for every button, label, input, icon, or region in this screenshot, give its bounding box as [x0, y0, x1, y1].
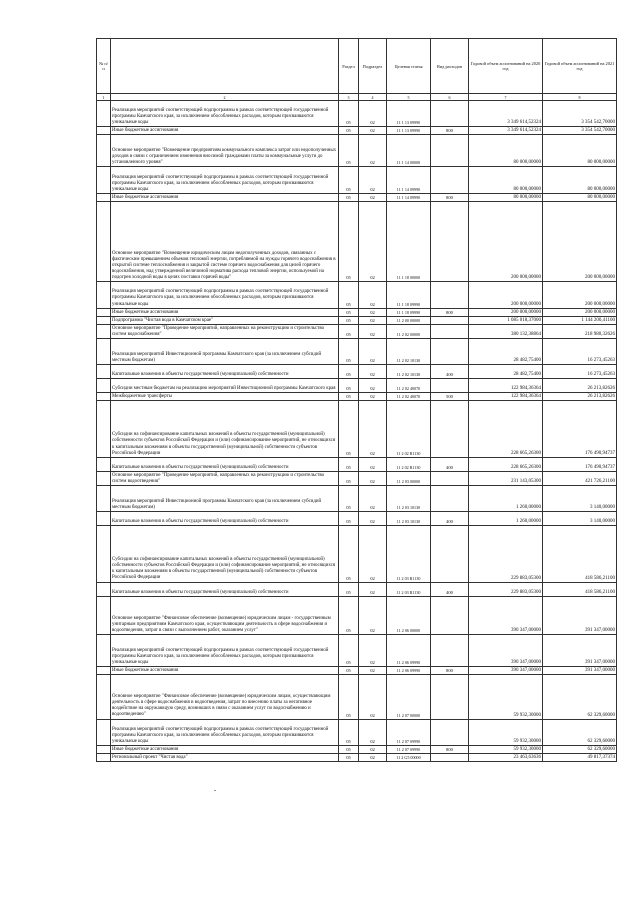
row-amount-2021: 62 329,60000 [543, 745, 617, 753]
row-target: 11 2 03 R1130 [387, 526, 431, 582]
row-vid [431, 753, 469, 761]
row-podrazdel: 02 [359, 393, 387, 401]
table-row [97, 719, 617, 745]
header-row [97, 39, 617, 94]
table-row [97, 364, 617, 378]
row-podrazdel: 02 [359, 379, 387, 393]
row-vid [431, 675, 469, 719]
row-amount-2020: 390 347,00000 [469, 596, 543, 634]
row-vid [431, 167, 469, 193]
row-razdel: 05 [339, 316, 359, 324]
header-2020: Годовой объем ассигнований на 2020 год [469, 39, 543, 94]
row-target: 11 2 06 00000 [387, 596, 431, 634]
row-vid [431, 282, 469, 308]
column-number: 8 [543, 94, 617, 101]
row-razdel: 05 [339, 511, 359, 525]
num-cell [97, 338, 111, 364]
row-target: 11 2 03 R1130 [387, 582, 431, 596]
row-amount-2020: 59 932,30000 [469, 745, 543, 753]
row-amount-2021: 418 586,21100 [543, 582, 617, 596]
row-amount-2021: 418 586,21100 [543, 526, 617, 582]
num-cell [97, 634, 111, 666]
row-name: Иные бюджетные ассигнования [111, 745, 339, 753]
row-name: Капитальные вложения в объекты государственной (муниципальной) собственности [111, 364, 339, 378]
row-target: 11 2 02 40070 [387, 379, 431, 393]
row-podrazdel: 02 [359, 457, 387, 471]
row-razdel: 05 [339, 596, 359, 634]
column-number: 1 [97, 94, 111, 101]
row-amount-2020: 3 349 614,52324 [469, 101, 543, 127]
table-row [97, 282, 617, 308]
table-row [97, 316, 617, 324]
row-razdel: 05 [339, 364, 359, 378]
num-cell [97, 675, 111, 719]
row-vid [431, 338, 469, 364]
num-cell [97, 201, 111, 282]
row-podrazdel: 02 [359, 401, 387, 457]
row-amount-2020: 23 463,63636 [469, 753, 543, 761]
row-amount-2020: 122 984,36364 [469, 379, 543, 393]
row-podrazdel: 02 [359, 201, 387, 282]
header-vid: Вид расходов [431, 39, 469, 94]
header-2021: Годовой объем ассигнований на 2021 год [543, 39, 617, 94]
row-vid: 800 [431, 308, 469, 316]
row-name: Основное мероприятие "Возмещение предприятиям коммунального комплекса затрат или недополученных доходов в связи с ограничением изменения вносимой гражданами платы за коммунальные услуги до установленного уровня" [111, 135, 339, 167]
row-razdel: 05 [339, 101, 359, 127]
row-target: 11 2 07 09990 [387, 719, 431, 745]
table-row [97, 308, 617, 316]
column-number: 6 [431, 94, 469, 101]
row-podrazdel: 02 [359, 719, 387, 745]
table-row [97, 675, 617, 719]
table-row [97, 582, 617, 596]
num-cell [97, 457, 111, 471]
row-amount-2020: 380 132,38864 [469, 324, 543, 338]
row-target: 11 2 02 R1130 [387, 457, 431, 471]
row-target: 11 2 06 09990 [387, 634, 431, 666]
row-vid [431, 634, 469, 666]
row-vid [431, 485, 469, 511]
row-name: Реализация мероприятий соответствующей подпрограммы в рамках соответствующей государственной программы Камчатского края, за исключением обособленных расходов, которым присваиваются уникальные коды [111, 282, 339, 308]
row-amount-2020: 3 349 614,52324 [469, 127, 543, 135]
row-amount-2020: 228 665,26300 [469, 457, 543, 471]
row-amount-2020: 1 085 018,37000 [469, 316, 543, 324]
row-amount-2021: 16 273,45263 [543, 338, 617, 364]
row-amount-2021: 3 140,00000 [543, 511, 617, 525]
row-razdel: 05 [339, 127, 359, 135]
header-target: Целевая статья [387, 39, 431, 94]
row-podrazdel: 02 [359, 316, 387, 324]
row-name: Субсидии на софинансирование капитальных вложений в объекты государственной (муниципальной) собственности субъектов Российской Федерации и (или) софинансирование мероприятий, не относящихся к капитальным вложениям в объекты государственной (муниципальной) собственности субъектов Российской Федерации [111, 526, 339, 582]
row-vid [431, 471, 469, 485]
row-vid [431, 379, 469, 393]
row-amount-2020: 200 000,00000 [469, 201, 543, 282]
row-razdel: 05 [339, 526, 359, 582]
header-num: № п/п [97, 39, 111, 94]
row-vid [431, 401, 469, 457]
num-cell [97, 193, 111, 201]
row-razdel: 05 [339, 201, 359, 282]
row-razdel: 05 [339, 308, 359, 316]
row-amount-2020: 80 000,00000 [469, 193, 543, 201]
row-razdel: 05 [339, 324, 359, 338]
row-razdel: 05 [339, 379, 359, 393]
row-razdel: 05 [339, 667, 359, 675]
num-cell [97, 511, 111, 525]
num-cell [97, 401, 111, 457]
row-razdel: 05 [339, 393, 359, 401]
row-amount-2021: 3 354 542,70000 [543, 101, 617, 127]
row-name: Капитальные вложения в объекты государственной (муниципальной) собственности [111, 511, 339, 525]
row-target: 11 1 18 09990 [387, 308, 431, 316]
row-podrazdel: 02 [359, 308, 387, 316]
table-row [97, 526, 617, 582]
table-row [97, 324, 617, 338]
table-row [97, 634, 617, 666]
row-vid [431, 596, 469, 634]
row-vid: 400 [431, 511, 469, 525]
row-target: 11 2 07 09990 [387, 745, 431, 753]
num-cell [97, 719, 111, 745]
num-cell [97, 324, 111, 338]
row-amount-2020: 200 000,00000 [469, 308, 543, 316]
row-podrazdel: 02 [359, 753, 387, 761]
row-amount-2020: 122 984,36364 [469, 393, 543, 401]
num-cell [97, 753, 111, 761]
row-target: 11 1 18 00000 [387, 201, 431, 282]
row-razdel: 05 [339, 401, 359, 457]
row-amount-2020: 80 000,00000 [469, 167, 543, 193]
table-row [97, 401, 617, 457]
row-vid [431, 526, 469, 582]
row-target: 11 1 13 09990 [387, 127, 431, 135]
row-name: Реализация мероприятий Инвестиционной программы Камчатского края (за исключением субсидий местным бюджетам) [111, 338, 339, 364]
row-razdel: 05 [339, 634, 359, 666]
row-target: 11 2 03 00000 [387, 471, 431, 485]
row-name: Реализация мероприятий соответствующей подпрограммы в рамках соответствующей государственной программы Камчатского края, за исключением обособленных расходов, которым присваиваются уникальные коды [111, 634, 339, 666]
row-amount-2021: 80 000,00000 [543, 135, 617, 167]
row-amount-2021: 26 213,82626 [543, 393, 617, 401]
header-razdel: Раздел [339, 39, 359, 94]
row-amount-2020: 28 482,75400 [469, 338, 543, 364]
column-number: 2 [111, 94, 339, 101]
row-name: Реализация мероприятий соответствующей подпрограммы в рамках соответствующей государственной программы Камчатского края, за исключением обособленных расходов, которым присваиваются уникальные коды [111, 101, 339, 127]
row-vid [431, 324, 469, 338]
row-razdel: 05 [339, 675, 359, 719]
num-cell [97, 127, 111, 135]
row-amount-2021: 80 000,00000 [543, 167, 617, 193]
row-name: Капитальные вложения в объекты государственной (муниципальной) собственности [111, 582, 339, 596]
num-cell [97, 485, 111, 511]
num-cell [97, 745, 111, 753]
table-row [97, 485, 617, 511]
table-row [97, 753, 617, 761]
row-name: Иные бюджетные ассигнования [111, 308, 339, 316]
row-name: Реализация мероприятий соответствующей подпрограммы в рамках соответствующей государственной программы Камчатского края, за исключением обособленных расходов, которым присваиваются уникальные коды [111, 719, 339, 745]
column-number-row [97, 94, 617, 101]
row-amount-2020: 231 143,05300 [469, 471, 543, 485]
row-amount-2021: 49 817,37374 [543, 753, 617, 761]
row-podrazdel: 02 [359, 596, 387, 634]
table-row [97, 667, 617, 675]
row-amount-2020: 229 883,05300 [469, 526, 543, 582]
row-razdel: 05 [339, 745, 359, 753]
row-name: Реализация мероприятий соответствующей подпрограммы в рамках соответствующей государственной программы Камчатского края, за исключением обособленных расходов, которым присваиваются уникальные коды [111, 167, 339, 193]
row-amount-2021: 176 490,94737 [543, 457, 617, 471]
row-amount-2021: 391 347,00000 [543, 667, 617, 675]
row-target: 11 2 02 10130 [387, 364, 431, 378]
row-target: 11 1 14 09990 [387, 193, 431, 201]
row-amount-2020: 59 932,30000 [469, 675, 543, 719]
row-razdel: 05 [339, 282, 359, 308]
num-cell [97, 101, 111, 127]
row-amount-2021: 62 329,60000 [543, 675, 617, 719]
row-podrazdel: 02 [359, 667, 387, 675]
row-vid [431, 135, 469, 167]
row-podrazdel: 02 [359, 511, 387, 525]
row-podrazdel: 02 [359, 135, 387, 167]
num-cell [97, 379, 111, 393]
row-name: Субсидии на софинансирование капитальных вложений в объекты государственной (муниципальной) собственности субъектов Российской Федерации и (или) софинансирование мероприятий, не относящихся к капитальным вложениям в объекты государственной (муниципальной) собственности субъектов Российской Федерации [111, 401, 339, 457]
table-row [97, 201, 617, 282]
num-cell [97, 364, 111, 378]
num-cell [97, 316, 111, 324]
row-target: 11 2 02 40070 [387, 393, 431, 401]
table-row [97, 457, 617, 471]
column-number: 4 [359, 94, 387, 101]
row-amount-2020: 1 260,00000 [469, 511, 543, 525]
row-podrazdel: 02 [359, 745, 387, 753]
row-name: Основное мероприятие "Финансовое обеспечение (возмещение) юридическим лицам - государственным унитарным предприятиям Камчатского края, осуществляющим деятельность в сфере водоснабжения и водоотведения, затрат в связи с выполнением работ, оказанием услуг" [111, 596, 339, 634]
row-razdel: 05 [339, 582, 359, 596]
row-vid: 400 [431, 364, 469, 378]
row-podrazdel: 02 [359, 282, 387, 308]
row-name: Межбюджетные трансферты [111, 393, 339, 401]
column-number: 5 [387, 94, 431, 101]
row-vid: 800 [431, 193, 469, 201]
row-podrazdel: 02 [359, 526, 387, 582]
row-razdel: 05 [339, 719, 359, 745]
row-podrazdel: 02 [359, 634, 387, 666]
row-vid [431, 719, 469, 745]
row-amount-2021: 391 347,00000 [543, 634, 617, 666]
row-target: 11 2 02 R1130 [387, 401, 431, 457]
row-target: 11 2 G5 00000 [387, 753, 431, 761]
row-vid [431, 316, 469, 324]
row-amount-2021: 200 000,00000 [543, 308, 617, 316]
row-amount-2020: 1 260,00000 [469, 485, 543, 511]
row-amount-2021: 16 273,45263 [543, 364, 617, 378]
row-razdel: 05 [339, 338, 359, 364]
row-razdel: 05 [339, 485, 359, 511]
row-name: Подпрограмма "Чистая вода в Камчатском крае" [111, 316, 339, 324]
budget-page [96, 38, 616, 762]
row-vid: 800 [431, 127, 469, 135]
row-podrazdel: 02 [359, 471, 387, 485]
row-amount-2021: 176 490,94737 [543, 401, 617, 457]
row-amount-2020: 390 347,00000 [469, 634, 543, 666]
row-amount-2021: 80 000,00000 [543, 193, 617, 201]
table-row [97, 127, 617, 135]
row-amount-2021: 3 354 542,70000 [543, 127, 617, 135]
column-number: 3 [339, 94, 359, 101]
row-amount-2020: 59 932,30000 [469, 719, 543, 745]
row-name: Региональный проект "Чистая вода" [111, 753, 339, 761]
num-cell [97, 282, 111, 308]
row-razdel: 05 [339, 471, 359, 485]
row-razdel: 05 [339, 193, 359, 201]
table-row [97, 135, 617, 167]
row-amount-2021: 200 000,00000 [543, 201, 617, 282]
header-podrazdel: Подраздел [359, 39, 387, 94]
row-name: Основное мероприятие "Проведение мероприятий, направленных на реконструкцию и строительство систем водоснабжения" [111, 324, 339, 338]
num-cell [97, 308, 111, 316]
row-amount-2021: 62 329,60000 [543, 719, 617, 745]
num-cell [97, 167, 111, 193]
row-target: 11 1 14 09990 [387, 167, 431, 193]
num-cell [97, 526, 111, 582]
row-vid: 500 [431, 393, 469, 401]
num-cell [97, 596, 111, 634]
row-name: Капитальные вложения в объекты государственной (муниципальной) собственности [111, 457, 339, 471]
row-name: Иные бюджетные ассигнования [111, 193, 339, 201]
row-razdel: 05 [339, 457, 359, 471]
row-amount-2021: 3 140,00000 [543, 485, 617, 511]
row-vid [431, 101, 469, 127]
row-amount-2020: 390 347,00000 [469, 667, 543, 675]
row-target: 11 2 06 09990 [387, 667, 431, 675]
row-name: Иные бюджетные ассигнования [111, 127, 339, 135]
row-target: 11 2 03 10130 [387, 511, 431, 525]
row-podrazdel: 02 [359, 193, 387, 201]
row-amount-2021: 391 347,00000 [543, 596, 617, 634]
table-row [97, 379, 617, 393]
row-target: 11 2 07 00000 [387, 675, 431, 719]
row-amount-2020: 28 482,75400 [469, 364, 543, 378]
row-podrazdel: 02 [359, 101, 387, 127]
row-podrazdel: 02 [359, 485, 387, 511]
budget-table-body [97, 101, 617, 762]
row-target: 11 2 02 00000 [387, 324, 431, 338]
row-name: Иные бюджетные ассигнования [111, 667, 339, 675]
table-row [97, 338, 617, 364]
row-amount-2021: 26 213,82626 [543, 379, 617, 393]
row-amount-2021: 1 144 200,41100 [543, 316, 617, 324]
row-razdel: 05 [339, 135, 359, 167]
num-cell [97, 582, 111, 596]
row-razdel: 05 [339, 753, 359, 761]
row-vid [431, 201, 469, 282]
row-vid: 400 [431, 582, 469, 596]
table-row [97, 101, 617, 127]
row-podrazdel: 02 [359, 127, 387, 135]
column-number: 7 [469, 94, 543, 101]
num-cell [97, 135, 111, 167]
table-row [97, 745, 617, 753]
row-amount-2020: 200 000,00000 [469, 282, 543, 308]
table-row [97, 596, 617, 634]
row-name: Субсидии местным бюджетам на реализацию мероприятий Инвестиционной программы Камчатского края [111, 379, 339, 393]
row-name: Основное мероприятие "Возмещение юридическим лицам недополученных доходов, связанных с фактическим превышением объемов тепловой энергии, потребляемой на нужды горячего водоснабжения в открытой системе теплоснабжения и закрытой системе горячего водоснабжения для целей горячего водоснабжения, над утвержденной величиной норматива расхода тепловой энергии, используемой на подогрев холодной воды в целях поставки горячей воды" [111, 201, 339, 282]
row-amount-2021: 218 980,32626 [543, 324, 617, 338]
table-row [97, 471, 617, 485]
row-name: Основное мероприятие "Проведение мероприятий, направленных на реконструкцию и строительство систем водоотведения" [111, 471, 339, 485]
row-amount-2020: 229 883,05300 [469, 582, 543, 596]
num-cell [97, 393, 111, 401]
row-razdel: 05 [339, 167, 359, 193]
table-row [97, 167, 617, 193]
scan-mark [214, 790, 216, 791]
row-name: Реализация мероприятий Инвестиционной программы Камчатского края (за исключением субсидий местным бюджетам) [111, 485, 339, 511]
table-row [97, 511, 617, 525]
row-target: 11 1 14 00000 [387, 135, 431, 167]
row-target: 11 1 18 09990 [387, 282, 431, 308]
row-vid: 400 [431, 457, 469, 471]
row-vid: 800 [431, 745, 469, 753]
table-row [97, 193, 617, 201]
row-target: 11 2 03 10130 [387, 485, 431, 511]
table-row [97, 393, 617, 401]
row-target: 11 2 02 10130 [387, 338, 431, 364]
header-name [111, 39, 339, 94]
row-name: Основное мероприятие "Финансовое обеспечение (возмещение) юридическим лицам, осуществляющим деятельность в сфере водоснабжения и водоотведения, затрат по внесению платы за негативное воздействие на окружающую среду, возникших в связи с оказанием услуг по водоснабжению и водоотведению" [111, 675, 339, 719]
row-podrazdel: 02 [359, 364, 387, 378]
row-target: 11 1 13 09990 [387, 101, 431, 127]
row-amount-2020: 228 665,26300 [469, 401, 543, 457]
row-podrazdel: 02 [359, 582, 387, 596]
row-podrazdel: 02 [359, 675, 387, 719]
num-cell [97, 471, 111, 485]
num-cell [97, 667, 111, 675]
row-podrazdel: 02 [359, 324, 387, 338]
row-target: 11 2 00 00000 [387, 316, 431, 324]
budget-table [96, 38, 617, 762]
row-vid: 800 [431, 667, 469, 675]
row-amount-2020: 80 000,00000 [469, 135, 543, 167]
row-podrazdel: 02 [359, 338, 387, 364]
row-amount-2021: 421 726,21100 [543, 471, 617, 485]
row-podrazdel: 02 [359, 167, 387, 193]
row-amount-2021: 200 000,00000 [543, 282, 617, 308]
